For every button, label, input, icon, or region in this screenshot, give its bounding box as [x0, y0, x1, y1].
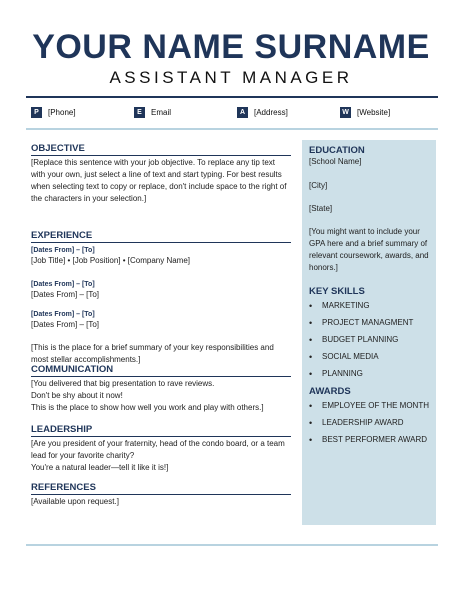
experience-dates: [Dates From] – [To]: [31, 281, 95, 288]
experience-dates: [Dates From] – [To]: [31, 311, 95, 318]
bullet-icon: [309, 318, 322, 328]
list-item: [309, 318, 435, 335]
skill-label: BUDGET PLANNING: [322, 335, 399, 344]
bullet-icon: [309, 418, 322, 428]
website-text: [Website]: [357, 108, 391, 117]
experience-entry: [31, 246, 291, 267]
leadership-section: [31, 424, 291, 474]
list-item: [309, 301, 435, 318]
contact-website: [340, 107, 390, 118]
role-subtitle: ASSISTANT MANAGER: [109, 68, 353, 87]
education-city: [City]: [309, 181, 328, 190]
bullet-icon: [309, 352, 322, 362]
experience-dates: [Dates From] – [To]: [31, 247, 95, 254]
communication-line: [You delivered that big presentation to rave reviews.: [31, 379, 215, 388]
bullet-icon: [309, 401, 322, 411]
contact-address: [237, 107, 288, 118]
leadership-title: LEADERSHIP: [31, 424, 291, 437]
experience-line: [Job Title] • [Job Position] • [Company Name]: [31, 256, 191, 265]
list-item: [309, 369, 435, 386]
key-skills-list: [309, 301, 435, 386]
list-item: [309, 418, 435, 435]
education-note: [You might want to include your GPA here and a brief summary of relevant coursework, awards, and honors.]: [309, 227, 429, 272]
list-item: [309, 435, 435, 452]
list-item: [309, 401, 435, 418]
bullet-icon: [309, 369, 322, 379]
awards-title: AWARDS: [309, 386, 351, 397]
leadership-line: You're a natural leader—tell it like it is!]: [31, 463, 169, 472]
email-text: Email: [151, 108, 172, 117]
experience-line: [Dates From] – [To]: [31, 290, 100, 299]
phone-text: [Phone]: [48, 108, 76, 117]
experience-summary: [This is the place for a brief summary of your key responsibilities and most stellar accomplishments.]: [31, 343, 274, 364]
bullet-icon: [309, 435, 322, 445]
experience-line: [Dates From] – [To]: [31, 320, 100, 329]
footer-divider: [26, 544, 438, 546]
email-icon: E: [134, 107, 145, 118]
communication-line: Don't be shy about it now!: [31, 391, 123, 400]
communication-section: [31, 364, 291, 414]
leadership-line: [Are you president of your fraternity, head of the condo board, or a team lead for your favorite charity?: [31, 439, 285, 460]
list-item: [309, 352, 435, 369]
list-item: [309, 335, 435, 352]
key-skills-title: KEY SKILLS: [309, 286, 365, 297]
experience-entry: [31, 310, 291, 331]
skill-label: PROJECT MANAGMENT: [322, 318, 414, 327]
name-heading: YOUR NAME SURNAME: [32, 28, 430, 66]
education-title: EDUCATION: [309, 145, 365, 156]
award-label: LEADERSHIP AWARD: [322, 418, 404, 427]
header-top-divider: [26, 96, 438, 98]
experience-title: EXPERIENCE: [31, 230, 291, 243]
contact-phone: [31, 107, 76, 118]
communication-line: This is the place to show how well you work and play with others.]: [31, 403, 264, 412]
references-title: REFERENCES: [31, 482, 291, 495]
skill-label: SOCIAL MEDIA: [322, 352, 379, 361]
skill-label: MARKETING: [322, 301, 370, 310]
communication-title: COMMUNICATION: [31, 364, 291, 377]
bullet-icon: [309, 335, 322, 345]
references-text: [Available upon request.]: [31, 497, 119, 506]
experience-entry: [31, 280, 291, 301]
skill-label: PLANNING: [322, 369, 363, 378]
contact-email: [134, 107, 171, 118]
objective-section: [31, 143, 291, 205]
awards-list: [309, 401, 435, 452]
objective-title: OBJECTIVE: [31, 143, 291, 156]
award-label: BEST PERFORMER AWARD: [322, 435, 428, 444]
address-icon: A: [237, 107, 248, 118]
education-state: [State]: [309, 204, 333, 213]
objective-text: [Replace this sentence with your job objective. To replace any tip text with your own, just select a line of text and start typing. For best results when selecting text to copy or replace, don't include space to the right of the characters in your selection.]: [31, 158, 287, 203]
header-bottom-divider: [26, 128, 438, 130]
award-label: EMPLOYEE OF THE MONTH: [322, 401, 429, 410]
references-section: [31, 482, 291, 508]
website-icon: W: [340, 107, 351, 118]
address-text: [Address]: [254, 108, 288, 117]
experience-section: [31, 230, 291, 366]
bullet-icon: [309, 301, 322, 311]
education-school: [School Name]: [309, 157, 362, 166]
phone-icon: P: [31, 107, 42, 118]
